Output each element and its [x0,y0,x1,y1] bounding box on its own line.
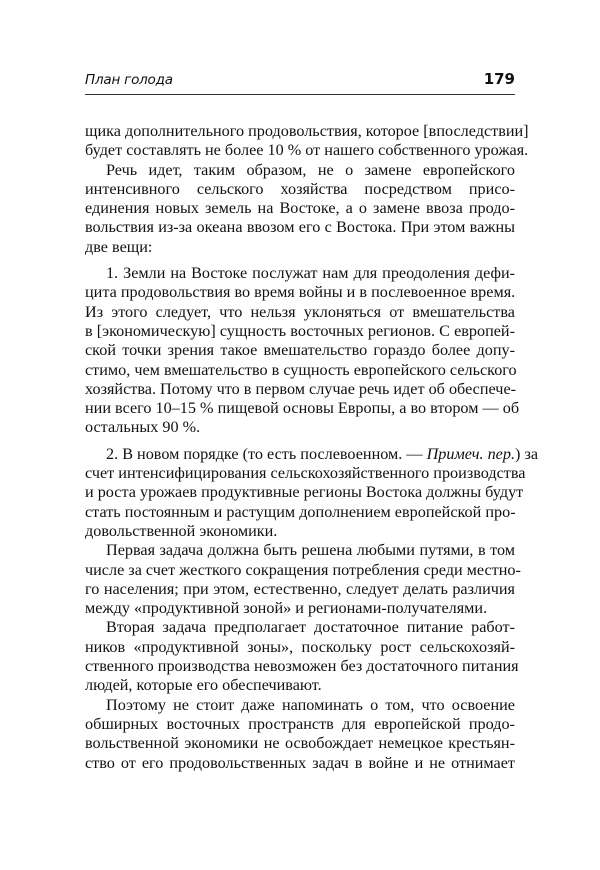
text-line: счет интенсифицирования сельскохозяйственного производства [85,464,526,483]
text-line: ников «продуктивной зоны», поскольку рост сельскохозяй- [85,637,515,656]
paragraph-continuation [85,122,529,161]
text-line: и роста урожаев продуктивные регионы Востока должны будут [85,483,524,502]
text-line: людей, которые его обеспечивают. [85,676,322,695]
text-line: 1. Земли на Востоке послужат нам для преодоления дефи- [106,264,515,283]
text-line: вольствия из-за океана ввозом его с Востока. При этом важны [85,218,515,237]
text-line: ской точки зрения такое вмешательство гораздо более допу- [85,341,515,360]
text-line: щика дополнительного продовольствия, которое [впоследствии] [85,122,529,140]
translator-note: Примеч. пер. [426,444,516,463]
chapter-title: План голода [85,72,173,88]
page-number: 179 [483,70,515,88]
text-line: цита продовольствия во время войны и в послевоенное время. [85,283,516,302]
text-line [85,444,539,464]
text-line: между «продуктивной зоной» и регионами-получателями. [85,599,488,618]
text-run: 2. В новом порядке (то есть послевоенном. — [106,444,427,463]
text-line: хозяйства. Потому что в первом случае речь идет об обеспече- [85,379,517,398]
body-text [85,122,539,773]
text-line: ственного производства невозможен без достаточного питания [85,657,519,676]
text-line: Первая задача должна быть решена любыми путями, в том [106,541,515,560]
text-line: единения новых земель на Востоке, а о замене ввоза продо- [85,199,515,218]
text-line: числе за счет жесткого сокращения потребления среди местно- [85,560,521,579]
text-line: интенсивного сельского хозяйства посредством присо- [85,179,515,198]
text-line: две вещи: [85,237,153,256]
numbered-point-1 [85,264,520,438]
text-line: вольственной экономики не освобождает немецкое крестьян- [85,734,515,753]
paragraph-spacer [85,257,515,264]
paragraph [85,696,515,773]
paragraph [85,161,515,257]
text-line: стать постоянным и растущим дополнением европейской про- [85,502,516,521]
text-line: стимо, чем вмешательство в сущность европейского сельского [85,360,517,379]
text-line: го населения; при этом, естественно, следует делать различия [85,579,515,598]
text-line: обширных восточных пространств для европейской продо- [85,714,515,733]
text-line: остальных 90 %. [85,418,201,437]
text-line: ство от его продовольственных задач в войне и не отнимает [85,753,515,772]
paragraph [85,541,521,618]
text-line: в [экономическую] сущность восточных регионов. С европей- [85,321,515,340]
text-run: ) за [515,444,539,463]
text-line: Поэтому не стоит даже напоминать о том, что освоение [106,695,515,714]
paragraph [85,618,519,695]
running-header [85,70,515,95]
text-line: Речь идет, таким образом, не о замене европейского [106,160,515,179]
text-line: Из этого следует, что нельзя уклоняться от вмешательства [85,302,515,321]
text-line: Вторая задача предполагает достаточное питание работ- [106,618,515,637]
text-line: нии всего 10–15 % пищевой основы Европы, а во втором — об [85,399,520,418]
text-line: будет составлять не более 10 % от нашего собственного урожая. [85,141,529,160]
paragraph-spacer [85,438,515,445]
text-line: довольственной экономики. [85,521,278,540]
numbered-point-2 [85,444,539,541]
